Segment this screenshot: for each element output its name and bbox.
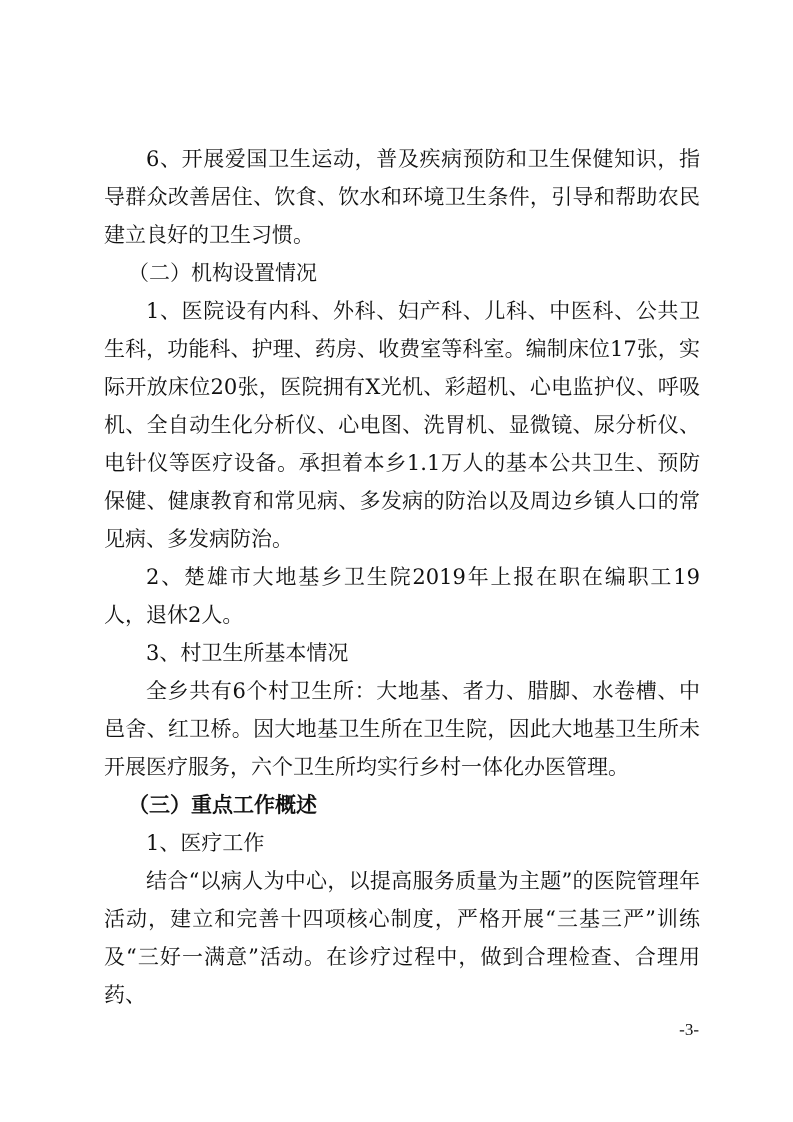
paragraph-staff: 2、楚雄市大地基乡卫生院2019年上报在职在编职工19人，退休2人。 — [104, 565, 700, 627]
section-heading-institution: （二）机构设置情况 — [128, 261, 317, 285]
paragraph-medical-work: 结合“以病人为中心，以提高服务质量为主题”的医院管理年活动，建立和完善十四项核心制度，严格开展“三基三严”训练及“三好一满意”活动。在诊疗过程中，做到合理检查、合理用药、 — [104, 869, 700, 1007]
paragraph-health-campaign: 6、开展爱国卫生运动，普及疾病预防和卫生保健知识，指导群众改善居住、饮食、饮水和环境卫生条件，引导和帮助农民建立良好的卫生习惯。 — [104, 147, 700, 247]
paragraph-village-clinics: 全乡共有6个村卫生所：大地基、者力、腊脚、水卷槽、中邑舍、红卫桥。因大地基卫生所在卫生院，因此大地基卫生所未开展医疗服务，六个卫生所均实行乡村一体化办医管理。 — [104, 679, 700, 779]
page-number: -3- — [679, 1020, 699, 1039]
section-heading-key-work: （三）重点工作概述 — [128, 792, 317, 817]
paragraph-departments: 1、医院设有内科、外科、妇产科、儿科、中医科、公共卫生科，功能科、护理、药房、收费室等科室。编制床位17张，实际开放床位20张，医院拥有X光机、彩超机、心电监护仪、呼吸机、全自动生化分析仪、心电图、洗胃机、显微镜、尿分析仪、电针仪等医疗设备。承担着本乡1.1万人的基本公共卫生、预防保健、健康教育和常见病、多发病的防治以及周边乡镇人口的常见病、多发病防治。 — [104, 299, 700, 551]
page-body — [104, 140, 700, 1014]
subheading-village-clinics: 3、村卫生所基本情况 — [146, 641, 349, 665]
subheading-medical-work: 1、医疗工作 — [146, 831, 265, 855]
